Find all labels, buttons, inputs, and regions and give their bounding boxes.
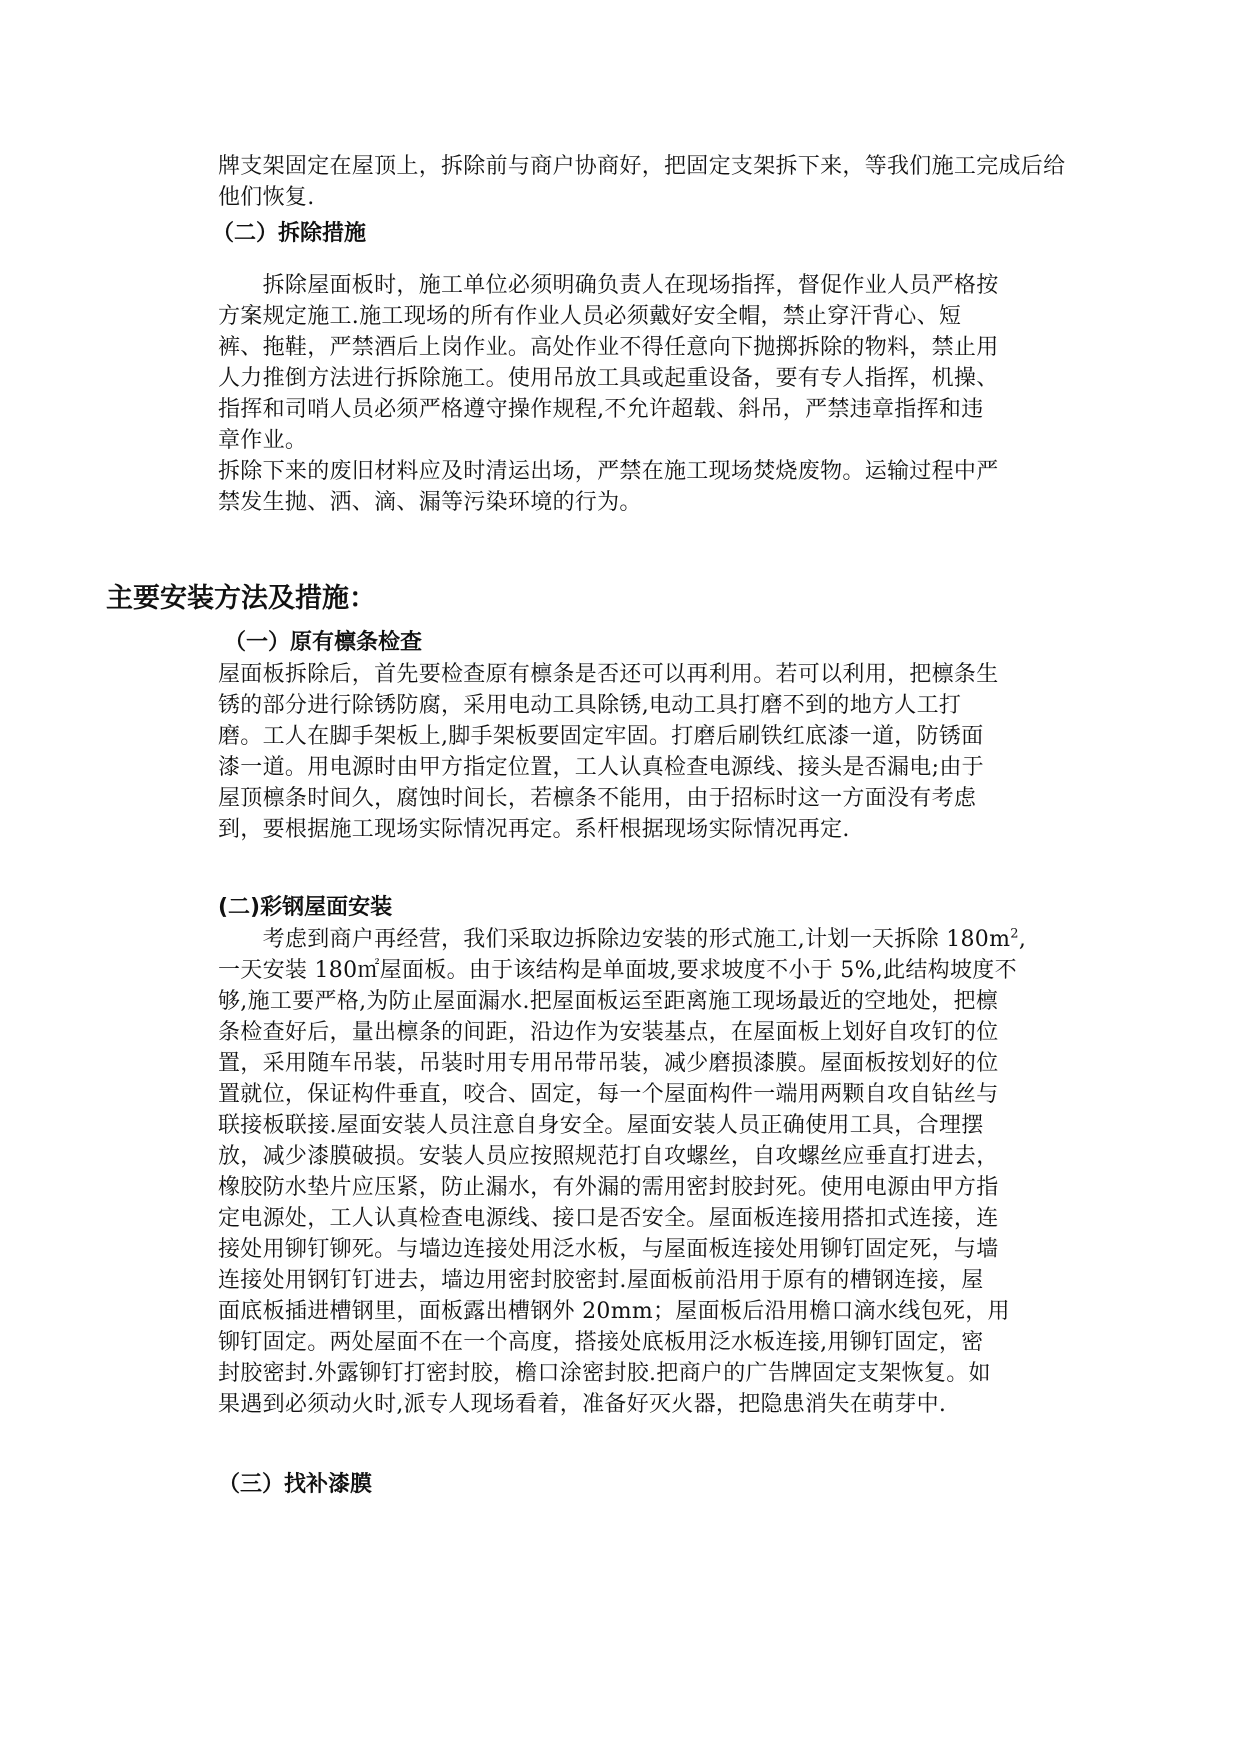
paragraph-line: 封胶密封.外露铆钉打密封胶，檐口涂密封胶.把商户的广告牌固定支架恢复。如	[218, 1361, 991, 1386]
paragraph-line: 置，采用随车吊装，吊装时用专用吊带吊装，减少磨损漆膜。屋面板按划好的位	[218, 1051, 999, 1076]
paragraph-line: 定电源处，工人认真检查电源线、接口是否安全。屋面板连接用搭扣式连接，连	[218, 1206, 999, 1231]
paragraph-line: 拆除下来的废旧材料应及时清运出场，严禁在施工现场焚烧废物。运输过程中严	[218, 459, 999, 484]
section-heading-demolition: （二）拆除措施	[212, 221, 367, 246]
paragraph-line: 放，减少漆膜破损。安装人员应按照规范打自攻螺丝，自攻螺丝应垂直打进去，	[218, 1144, 999, 1169]
paragraph-line: 他们恢复.	[218, 185, 315, 210]
paragraph-line: 拆除屋面板时，施工单位必须明确负责人在现场指挥，督促作业人员严格按	[218, 273, 999, 298]
paragraph-line: 橡胶防水垫片应压紧，防止漏水，有外漏的需用密封胶封死。使用电源由甲方指	[218, 1175, 999, 1200]
paragraph-line: 够,施工要严格,为防止屋面漏水.把屋面板运至距离施工现场最近的空地处，把檩	[218, 989, 999, 1014]
paragraph-line: 锈的部分进行除锈防腐，采用电动工具除锈,电动工具打磨不到的地方人工打	[218, 693, 962, 718]
section-heading-steel-roof: (二)彩钢屋面安装	[218, 895, 393, 920]
section-heading-touch-up: （三）找补漆膜	[218, 1472, 373, 1497]
paragraph-line: 章作业。	[218, 428, 308, 453]
paragraph-line: 连接处用钢钉钉进去，墙边用密封胶密封.屋面板前沿用于原有的槽钢连接，屋	[218, 1268, 984, 1293]
paragraph-line-first: 考虑到商户再经营，我们采取边拆除边安装的形式施工,计划一天拆除 $180m^2$,	[218, 926, 1027, 952]
main-heading: 主要安装方法及措施：	[106, 583, 376, 614]
paragraph-line: 人力推倒方法进行拆除施工。使用吊放工具或起重设备，要有专人指挥，机操、	[218, 366, 999, 391]
paragraph-line: 一天安装 180㎡屋面板。由于该结构是单面坡,要求坡度不小于 5%,此结构坡度不	[218, 958, 1017, 983]
paragraph-line: 果遇到必须动火时,派专人现场看着，准备好灭火器，把隐患消失在萌芽中.	[218, 1392, 947, 1417]
section-heading-purlin-check: （一）原有檩条检查	[224, 630, 423, 655]
paragraph-line: 到，要根据施工现场实际情况再定。系杆根据现场实际情况再定.	[218, 817, 850, 842]
paragraph-line: 条检查好后，量出檩条的间距，沿边作为安装基点，在屋面板上划好自攻钉的位	[218, 1020, 999, 1045]
paragraph-line: 指挥和司哨人员必须严格遵守操作规程,不允许超载、斜吊，严禁违章指挥和违	[218, 397, 984, 422]
paragraph-line: 漆一道。用电源时由甲方指定位置，工人认真检查电源线、接头是否漏电;由于	[218, 755, 984, 780]
paragraph-line: 屋顶檩条时间久，腐蚀时间长，若檩条不能用，由于招标时这一方面没有考虑	[218, 786, 977, 811]
paragraph-line: 联接板联接.屋面安装人员注意自身安全。屋面安装人员正确使用工具，合理摆	[218, 1113, 984, 1138]
paragraph-line: 磨。工人在脚手架板上,脚手架板要固定牢固。打磨后刷铁红底漆一道，防锈面	[218, 724, 984, 749]
paragraph-line: 面底板插进槽钢里，面板露出槽钢外 20mm；屋面板后沿用檐口滴水线包死，用	[218, 1299, 1010, 1324]
paragraph-line: 屋面板拆除后，首先要检查原有檩条是否还可以再利用。若可以利用，把檩条生	[218, 662, 999, 687]
paragraph-line: 铆钉固定。两处屋面不在一个高度，搭接处底板用泛水板连接,用铆钉固定，密	[218, 1330, 984, 1355]
paragraph-line: 裤、拖鞋，严禁酒后上岗作业。高处作业不得任意向下抛掷拆除的物料，禁止用	[218, 335, 999, 360]
paragraph-line: 置就位，保证构件垂直，咬合、固定，每一个屋面构件一端用两颗自攻自钻丝与	[218, 1082, 999, 1107]
paragraph-line: 牌支架固定在屋顶上，拆除前与商户协商好，把固定支架拆下来，等我们施工完成后给	[218, 154, 1066, 179]
paragraph-line: 禁发生抛、洒、滴、漏等污染环境的行为。	[218, 490, 642, 515]
paragraph-line: 方案规定施工.施工现场的所有作业人员必须戴好安全帽，禁止穿汗背心、短	[218, 304, 962, 329]
paragraph-line: 接处用铆钉铆死。与墙边连接处用泛水板，与屋面板连接处用铆钉固定死，与墙	[218, 1237, 999, 1262]
